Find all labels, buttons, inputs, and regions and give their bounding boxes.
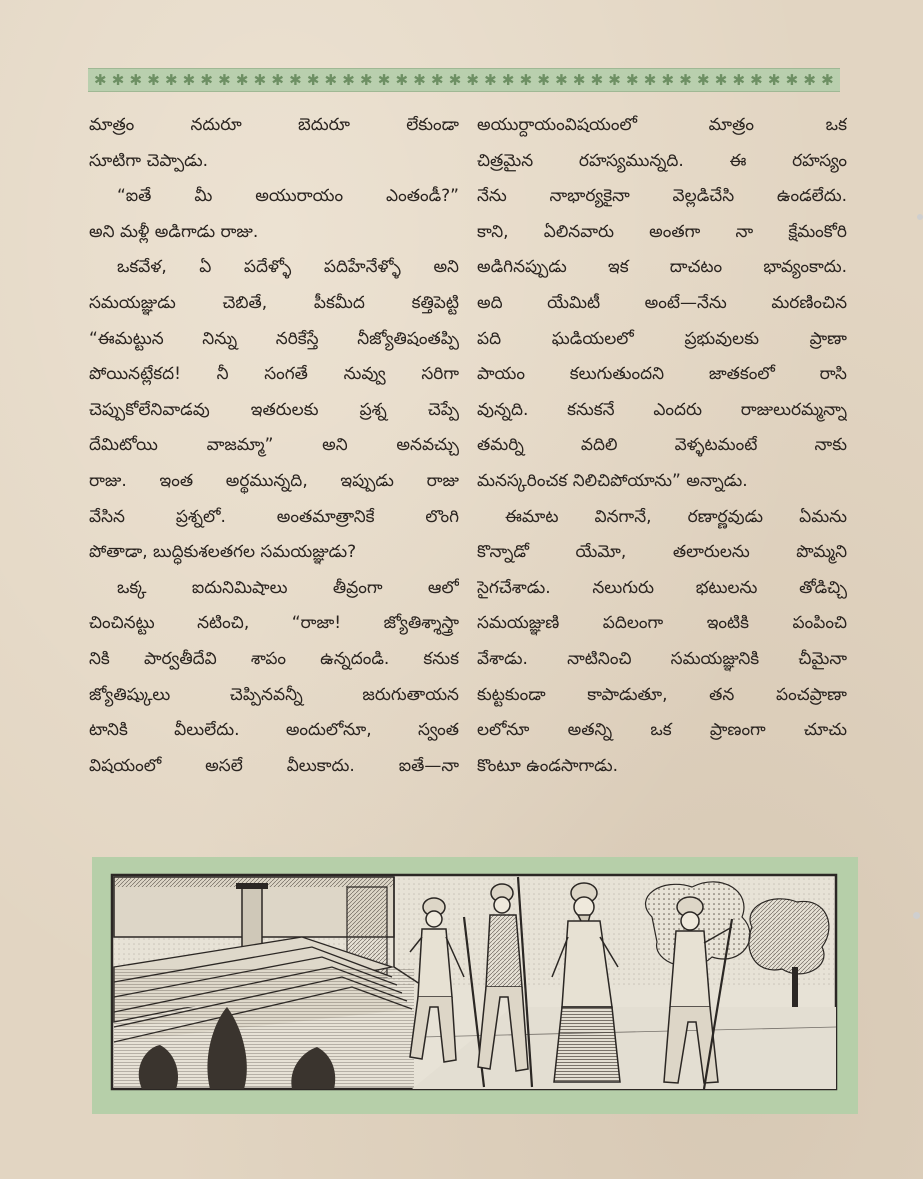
text-line: ఈమాట వినగానే, రణార్ణవుడు ఏమను (505, 506, 847, 527)
border-ornament-icon: ✱ (94, 70, 107, 89)
text-line: ఒకవేళ, ఏ పదేళ్ళో పదిహేనేళ్ళో అని (117, 257, 459, 278)
border-ornament-icon: ✱ (661, 70, 675, 89)
illustration-drawing (92, 857, 858, 1114)
border-ornament-icon: ✱ (767, 70, 781, 89)
border-ornament-icon: ✱ (732, 70, 746, 89)
border-ornament-icon: ✱ (129, 70, 143, 89)
paper-speck (913, 912, 920, 919)
border-ornament-icon: ✱ (111, 70, 125, 89)
text-line: కొన్నాడో యేమో, తలారులను పొమ్మని (477, 542, 847, 563)
right-text-column (477, 108, 847, 784)
text-line: జ్యోతిష్కులు చెప్పినవన్నీ జరుగుతాయన (89, 684, 459, 705)
text-line: పోతాడా, బుద్ధికుశలతగల సమయజ్ఞుడు? (89, 542, 357, 563)
border-ornament-icon: ✱ (448, 70, 462, 89)
border-ornament-icon: ✱ (484, 70, 497, 89)
text-line: అని మళ్లీ అడిగాడు రాజు. (89, 221, 259, 242)
text-line: చిత్రమైన రహస్యమున్నది. ఈ రహస్యం (477, 150, 847, 171)
text-line: పోయినట్లేకద! నీ సంగతే నువ్వు సరిగా (89, 364, 459, 385)
border-ornament-icon: ✱ (271, 70, 284, 89)
text-line: సమయజ్ఞుడు చెబితే, పీకమీద కత్తిపెట్టి (89, 292, 459, 313)
text-line: అడిగినప్పుడు ఇక దాచటం భావ్యంకాదు. (477, 257, 847, 278)
text-line: తమర్ని వదిలి వెళ్ళటమంటే నాకు (477, 435, 847, 456)
border-ornament-icon: ✱ (182, 70, 196, 89)
border-ornament-icon: ✱ (501, 70, 515, 89)
border-ornament-icon: ✱ (466, 70, 479, 89)
border-ornament-icon: ✱ (430, 70, 444, 89)
border-ornament-icon: ✱ (821, 70, 834, 89)
text-line: లలోనూ అతన్ని ఒక ప్రాణంగా చూచు (477, 720, 847, 741)
text-line: అయుర్దాయంవిషయంలో మాత్రం ఒక (477, 115, 847, 135)
text-line: మనస్కరించక నిలిచిపోయాను” అన్నాడు. (477, 470, 748, 491)
text-line: ఒక్క ఐదునిమిషాలు తీవ్రంగా ఆలో (117, 577, 459, 598)
text-line: టానికి వీలులేదు. అందులోనూ, స్వంత (89, 720, 459, 741)
text-line: చించినట్టు నటించి, “రాజా! జ్యోతిశ్శాస్త్రా (89, 613, 459, 634)
border-ornament-icon: ✱ (200, 70, 213, 89)
paper-speck (917, 214, 923, 220)
border-ornament-icon: ✱ (235, 70, 249, 89)
border-ornament-icon: ✱ (679, 70, 692, 89)
border-ornament-icon: ✱ (785, 70, 799, 89)
border-ornament-icon: ✱ (413, 70, 426, 89)
border-ornament-icon: ✱ (750, 70, 763, 89)
text-line: పాయం కలుగుతుందని జాతకంలో రాసి (477, 364, 847, 385)
border-ornament-icon: ✱ (360, 70, 373, 89)
border-ornament-icon: ✱ (714, 70, 728, 89)
text-line: దేమిటోయి వాజమ్మా” అని అనవచ్చు (89, 435, 459, 456)
text-line: సూటిగా చెప్పాడు. (89, 150, 209, 171)
text-line: పది ఘడియలలో ప్రభువులకు ప్రాణా (477, 328, 847, 349)
text-line: సైగచేశాడు. నలుగురు భటులను తోడిచ్చి (477, 577, 847, 598)
text-line: అది యేమిటీ అంటే—నేను మరణించిన (477, 292, 847, 313)
border-ornament-icon: ✱ (306, 70, 320, 89)
decorative-top-border (88, 68, 840, 92)
border-ornament-icon: ✱ (626, 70, 639, 89)
text-line: “ఈమట్టున నిన్ను నరికేస్తే నీజ్యోతిషంతప్పి (89, 328, 459, 349)
border-ornament-icon: ✱ (696, 70, 710, 89)
text-line: రాజు. ఇంత అర్థమున్నది, ఇప్పుడు రాజు (89, 470, 459, 491)
border-ornament-icon: ✱ (377, 70, 391, 89)
text-line: వున్నది. కనుకనే ఎందరు రాజులురమ్మన్నా (477, 399, 847, 420)
border-ornament-icon: ✱ (608, 70, 621, 89)
border-ornament-icon: ✱ (537, 70, 550, 89)
text-line: కుట్టకుండా కాపాడుతూ, తన పంచప్రాణా (477, 684, 847, 705)
border-ornament-icon: ✱ (253, 70, 267, 89)
border-ornament-icon: ✱ (164, 70, 178, 89)
border-ornament-icon: ✱ (218, 70, 231, 89)
text-line: వేసిన ప్రశ్నలో. అంతమాత్రానికే లొంగి (89, 506, 459, 527)
text-line: విషయంలో అసలే వీలుకాదు. ఐతే—నా (89, 755, 459, 776)
border-ornament-icon: ✱ (519, 70, 533, 89)
border-ornament-icon: ✱ (803, 70, 816, 89)
border-ornament-icon: ✱ (289, 70, 302, 89)
text-line: నేను నాభార్యకైనా వెల్లడిచేసి ఉండలేదు. (477, 186, 847, 207)
text-line: మాత్రం నదురూ బెదురూ లేకుండా (89, 115, 459, 135)
story-illustration (92, 857, 858, 1114)
border-ornament-icon: ✱ (643, 70, 657, 89)
text-line: వేశాడు. నాటినించి సమయజ్ఞునికి చీమైనా (477, 648, 847, 669)
border-ornament-icon: ✱ (590, 70, 604, 89)
text-line: కాని, ఏలినవారు అంతగా నా క్షేమంకోరి (477, 221, 847, 242)
border-ornament-icon: ✱ (395, 70, 409, 89)
text-line: కొంటూ ఉండసాగాడు. (477, 755, 619, 776)
text-line: నికి పార్వతీదేవి శాపం ఉన్నదండి. కనుక (89, 648, 459, 669)
text-line: చెప్పుకోలేనివాడవు ఇతరులకు ప్రశ్న చెప్పే (89, 399, 459, 420)
border-ornament-icon: ✱ (342, 70, 355, 89)
border-ornament-icon: ✱ (555, 70, 568, 89)
border-ornament-icon: ✱ (572, 70, 586, 89)
border-ornament-icon: ✱ (324, 70, 338, 89)
left-text-column (89, 108, 459, 784)
text-line: “ఐతే మీ అయురాయం ఎంతండీ?” (117, 186, 459, 207)
text-line: సమయజ్ఞుణి పదిలంగా ఇంటికి పంపించి (477, 613, 847, 634)
border-ornament-icon: ✱ (147, 70, 160, 89)
